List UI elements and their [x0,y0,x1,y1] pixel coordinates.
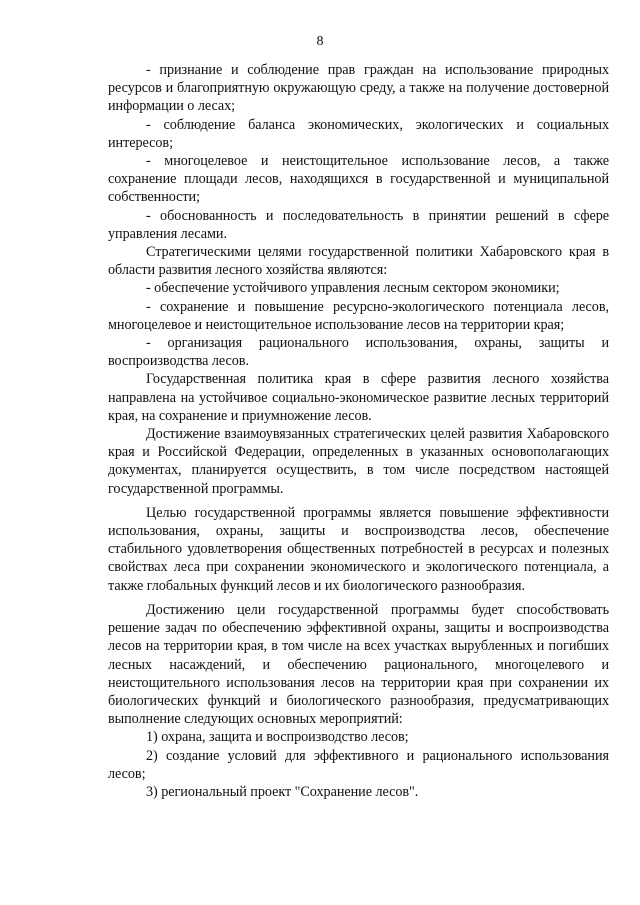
paragraph-strategic-goals-intro: Стратегическими целями государственной политики Хабаровского края в области развития лесного хозяйства являются: [108,244,609,279]
list-item-measure-3: 3) региональный проект "Сохранение лесов". [146,783,419,800]
paragraph-resource-potential: - сохранение и повышение ресурсно-экологического потенциала лесов, многоцелевое и неистощительное использование лесов на территории края; [108,298,609,333]
paragraph-regional-policy: Государственная политика края в сфере развития лесного хозяйства направлена на устойчивое социально-экономическое развитие лесных территорий края, на сохранение и приумножение лесов. [108,371,609,424]
paragraph-program-tasks: Достижению цели государственной программы будет способствовать решение задач по обеспечению эффективной охраны, защиты и воспроизводства лесов на территории края, в том числе на всех участках вырубленных и погибших лесных насаждений, и обеспечению рационального, многоцелевого и неистощительного использования лесов на территории края при сохранении их биологических функций и биологического разнообразия, предусматривающих выполнение следующих основных мероприятий: [108,601,609,728]
paragraph-program-goal: Целью государственной программы является повышение эффективности использования, охраны, защиты и воспроизводства лесов, обеспечение стабильного удовлетворения общественных потребностей в ресурсах и полезных свойствах леса при сохранении экономического и экологического потенциала, а также глобальных функций лесов и их биологического разнообразия. [108,504,609,594]
paragraph-goal-achievement: Достижение взаимоувязанных стратегических целей развития Хабаровского края и Российской Федерации, определенных в указанных основополагающих документах, планируется осуществить, в том числе посредством настоящей государственной программы. [108,426,609,497]
paragraph-decision-consistency: - обоснованность и последовательность в принятии решений в сфере управления лесами. [108,207,609,242]
paragraph-multipurpose-use: - многоцелевое и неистощительное использование лесов, а также сохранение площади лесов, находящихся в государственной и муниципальной собственности; [108,153,609,206]
paragraph-interest-balance: - соблюдение баланса экономических, экологических и социальных интересов; [108,116,609,151]
list-item-measure-1: 1) охрана, защита и воспроизводство лесов; [146,729,409,746]
list-item-measure-2: 2) создание условий для эффективного и рационального использования лесов; [108,747,609,782]
document-text-body [108,61,609,801]
paragraph-rational-use-organization: - организация рационального использования, охраны, защиты и воспроизводства лесов. [108,335,609,370]
paragraph-sustainable-management: - обеспечение устойчивого управления лесным сектором экономики; [146,280,560,297]
paragraph-rights-recognition: - признание и соблюдение прав граждан на использование природных ресурсов и благоприятную окружающую среду, а также на получение достоверной информации о лесах; [108,62,609,115]
page-number: 8 [316,34,324,49]
